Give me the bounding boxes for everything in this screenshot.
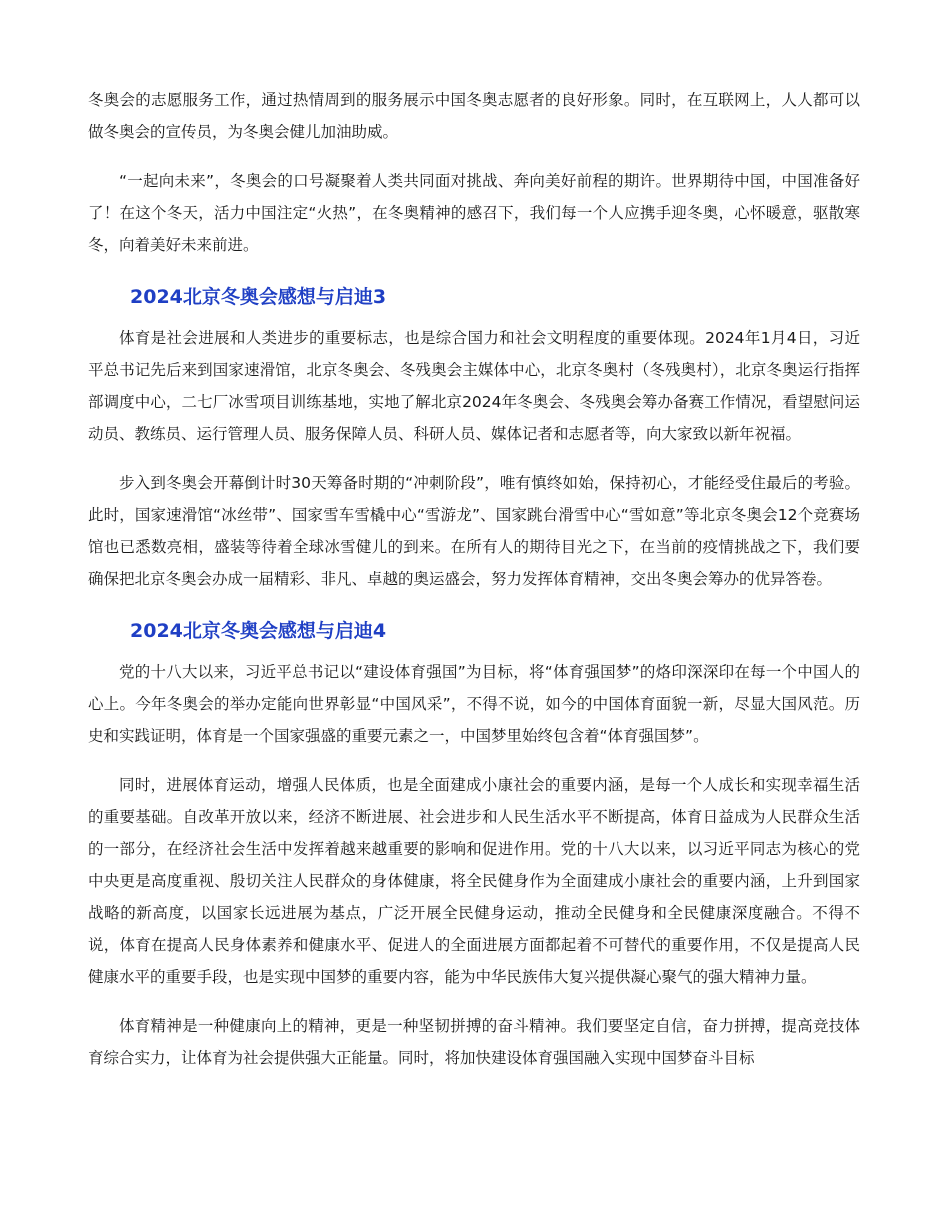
intro-paragraph-2: “一起向未来”，冬奥会的口号凝聚着人类共同面对挑战、奔向美好前程的期许。世界期待中国，中国准备好了！在这个冬天，活力中国注定“火热”，在冬奥精神的感召下，我们每一个人应携手迎冬奥，心怀暖意，驱散寒冬，向着美好未来前进。: [88, 172, 860, 254]
section-4-heading: 2024北京冬奥会感想与启迪4: [130, 620, 387, 642]
document-body: [88, 84, 860, 1091]
section-3-heading: 2024北京冬奥会感想与启迪3: [130, 286, 387, 308]
section-4-paragraph-2: 同时，进展体育运动，增强人民体质，也是全面建成小康社会的重要内涵，是每一个人成长和实现幸福生活的重要基础。自改革开放以来，经济不断进展、社会进步和人民生活水平不断提高，体育日益成为人民群众生活的一部分，在经济社会生活中发挥着越来越重要的影响和促进作用。党的十八大以来，以习近平同志为核心的党中央更是高度重视、殷切关注人民群众的身体健康，将全民健身作为全面建成小康社会的重要内涵，上升到国家战略的新高度，以国家长远进展为基点，广泛开展全民健身运动，推动全民健身和全民健康深度融合。不得不说，体育在提高人民身体素养和健康水平、促进人的全面进展方面都起着不可替代的重要作用，不仅是提高人民健康水平的重要手段，也是实现中国梦的重要内容，能为中华民族伟大复兴提供凝心聚气的强大精神力量。: [88, 776, 860, 986]
section-4-paragraph-1: 党的十八大以来，习近平总书记以“建设体育强国”为目标，将“体育强国梦”的烙印深深印在每一个中国人的心上。今年冬奥会的举办定能向世界彰显“中国风采”，不得不说，如今的中国体育面貌一新，尽显大国风范。历史和实践证明，体育是一个国家强盛的重要元素之一，中国梦里始终包含着“体育强国梦”。: [88, 663, 860, 745]
section-3-paragraph-2: 步入到冬奥会开幕倒计时30天筹备时期的“冲刺阶段”，唯有慎终如始，保持初心，才能经受住最后的考验。此时，国家速滑馆“冰丝带”、国家雪车雪橇中心“雪游龙”、国家跳台滑雪中心“雪如意”等北京冬奥会12个竞赛场馆也已悉数亮相，盛装等待着全球冰雪健儿的到来。在所有人的期待目光之下，在当前的疫情挑战之下，我们要确保把北京冬奥会办成一届精彩、非凡、卓越的奥运盛会，努力发挥体育精神，交出冬奥会筹办的优异答卷。: [88, 474, 860, 588]
section-4-paragraph-3: 体育精神是一种健康向上的精神，更是一种坚韧拼搏的奋斗精神。我们要坚定自信，奋力拼搏，提高竞技体育综合实力，让体育为社会提供强大正能量。同时，将加快建设体育强国融入实现中国梦奋斗目标: [88, 1017, 860, 1067]
intro-paragraph-1: 冬奥会的志愿服务工作，通过热情周到的服务展示中国冬奥志愿者的良好形象。同时，在互联网上，人人都可以做冬奥会的宣传员，为冬奥会健儿加油助威。: [88, 91, 860, 141]
section-3-paragraph-1: 体育是社会进展和人类进步的重要标志，也是综合国力和社会文明程度的重要体现。2024年1月4日，习近平总书记先后来到国家速滑馆，北京冬奥会、冬残奥会主媒体中心，北京冬奥村（冬残奥村），北京冬奥运行指挥部调度中心，二七厂冰雪项目训练基地，实地了解北京2024年冬奥会、冬残奥会筹办备赛工作情况，看望慰问运动员、教练员、运行管理人员、服务保障人员、科研人员、媒体记者和志愿者等，向大家致以新年祝福。: [88, 329, 860, 443]
